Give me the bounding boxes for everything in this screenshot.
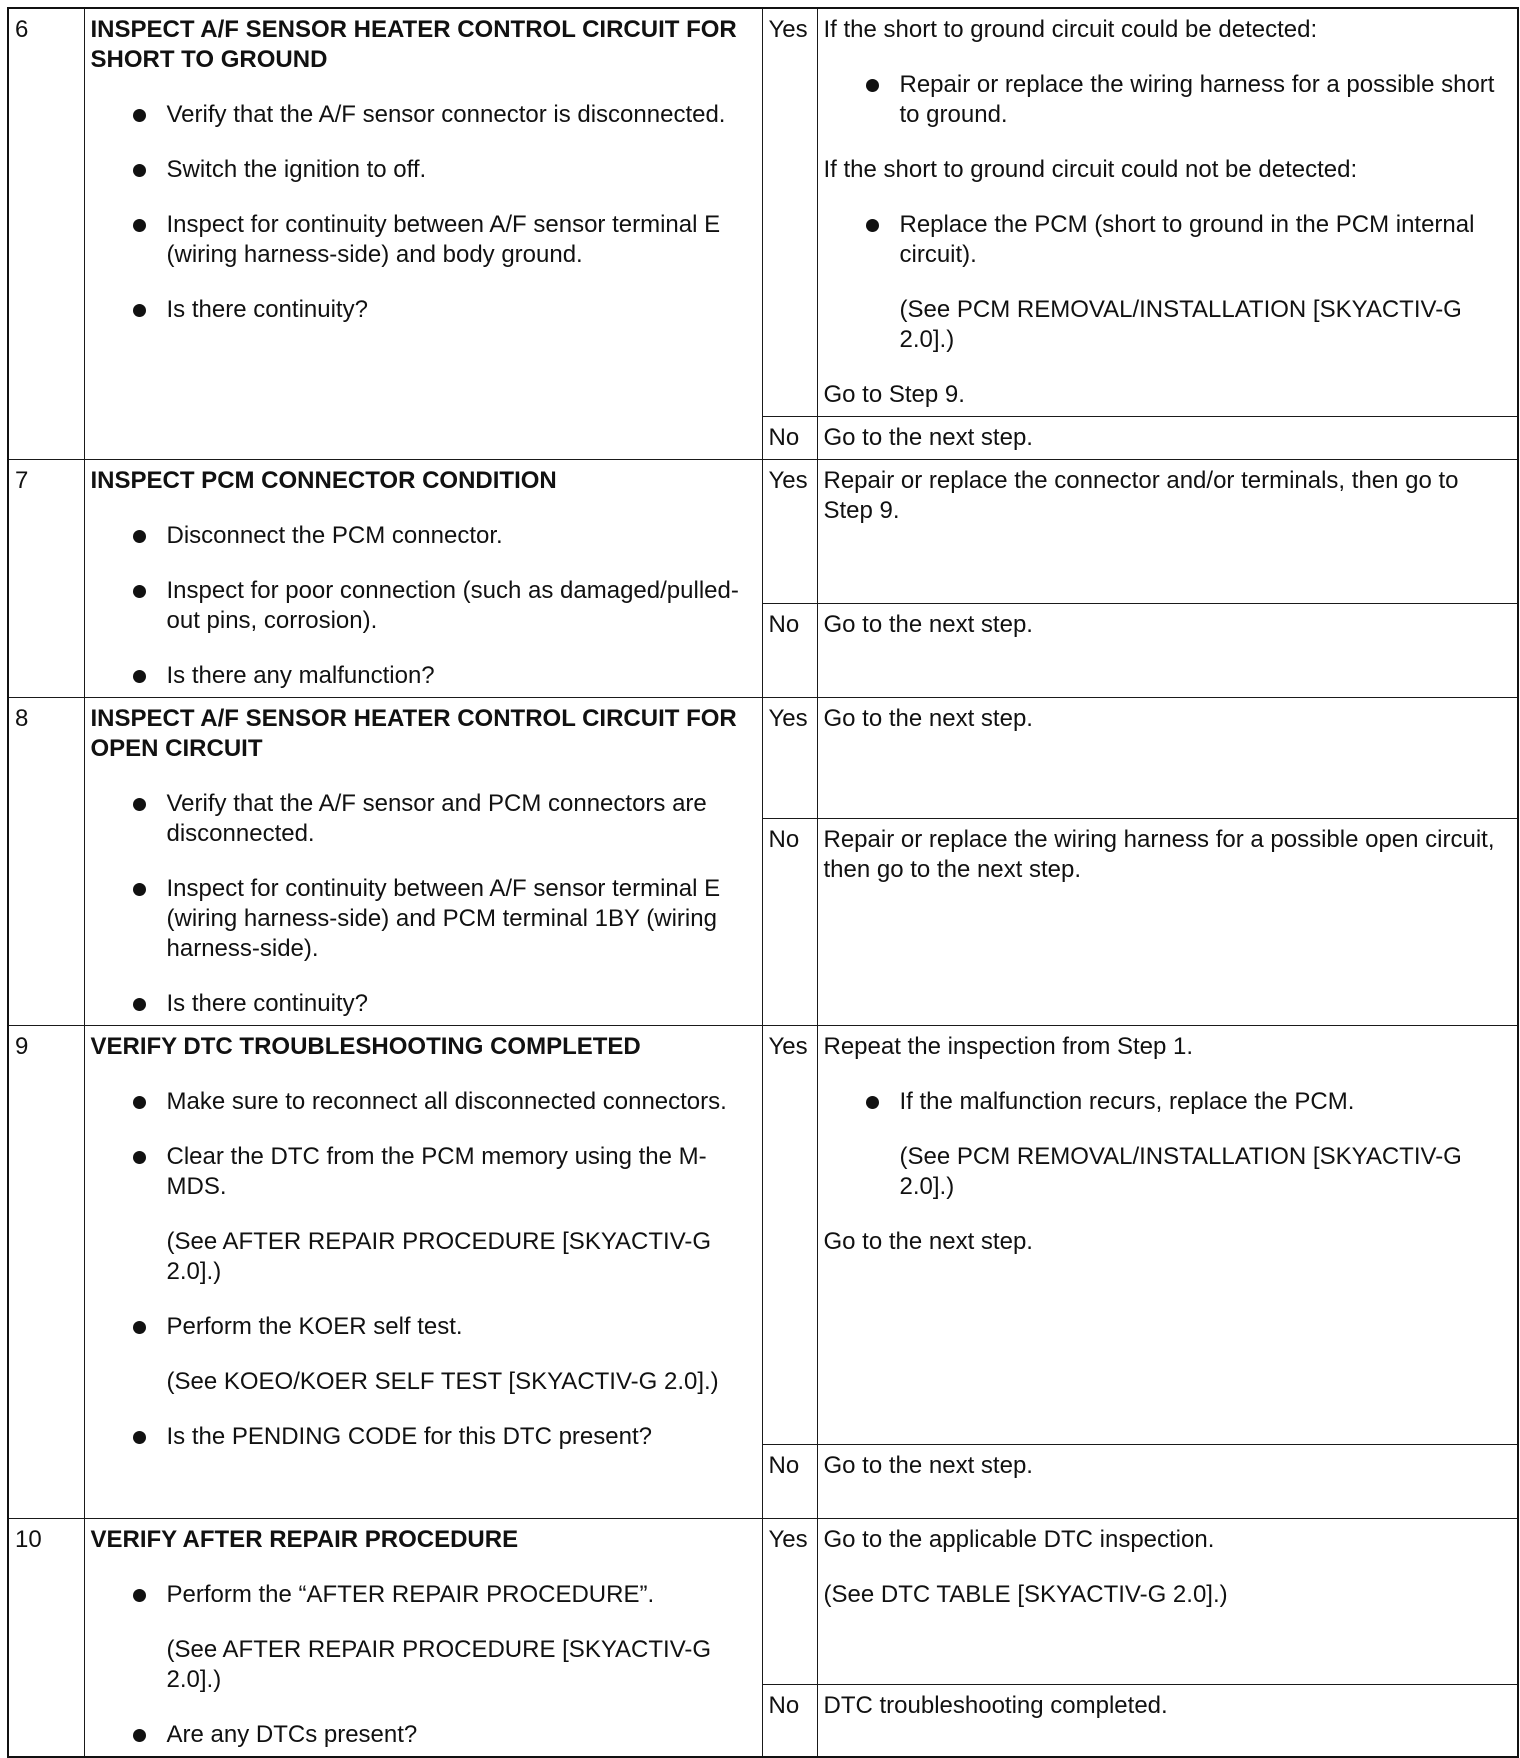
inspection-cell bbox=[84, 698, 762, 1026]
no-action-cell: Go to the next step. bbox=[817, 1445, 1518, 1519]
yes-action-cell bbox=[817, 1519, 1518, 1685]
inspection-bullet bbox=[91, 1580, 756, 1695]
yes-label: Yes bbox=[762, 698, 817, 819]
action-bullet: Repair or replace the wiring harness for a possible short to ground. bbox=[824, 70, 1512, 130]
inspection-bullet bbox=[91, 1312, 756, 1397]
step-title: INSPECT A/F SENSOR HEATER CONTROL CIRCUIT FOR SHORT TO GROUND bbox=[90, 16, 737, 73]
no-action-cell: Go to the next step. bbox=[817, 417, 1518, 460]
inspection-bullet: Disconnect the PCM connector. bbox=[91, 521, 756, 551]
inspection-cell bbox=[84, 460, 762, 698]
reference-note: (See PCM REMOVAL/INSTALLATION [SKYACTIV-G 2.0].) bbox=[899, 296, 1462, 353]
inspection-cell bbox=[84, 1519, 762, 1758]
no-label: No bbox=[762, 603, 817, 697]
inspection-bullet: Inspect for continuity between A/F sensor terminal E (wiring harness-side) and PCM terminal 1BY (wiring harness-side). bbox=[91, 874, 756, 964]
reference-note: (See AFTER REPAIR PROCEDURE [SKYACTIV-G 2.0].) bbox=[166, 1228, 712, 1285]
action-bullet bbox=[824, 1087, 1512, 1202]
action-text: If the short to ground circuit could be detected: bbox=[823, 16, 1318, 43]
inspection-bullet: Verify that the A/F sensor connector is disconnected. bbox=[91, 100, 756, 130]
step-row-6-yes bbox=[8, 8, 1518, 417]
action-bullets bbox=[824, 210, 1512, 355]
step-row-7-yes bbox=[8, 460, 1518, 604]
action-bullet-text: Replace the PCM (short to ground in the PCM internal circuit). bbox=[899, 211, 1475, 268]
inspection-bullets bbox=[91, 100, 756, 325]
inspection-bullet: Is the PENDING CODE for this DTC present? bbox=[91, 1422, 756, 1452]
inspection-bullet: Switch the ignition to off. bbox=[91, 155, 756, 185]
troubleshooting-document bbox=[7, 7, 1517, 1758]
yes-action-cell: Go to the next step. bbox=[817, 698, 1518, 819]
reference-note: (See PCM REMOVAL/INSTALLATION [SKYACTIV-G 2.0].) bbox=[899, 1143, 1462, 1200]
step-row-10-yes bbox=[8, 1519, 1518, 1685]
inspection-bullet: Verify that the A/F sensor and PCM connectors are disconnected. bbox=[91, 789, 756, 849]
inspection-bullet: Make sure to reconnect all disconnected connectors. bbox=[91, 1087, 756, 1117]
reference-note: (See DTC TABLE [SKYACTIV-G 2.0].) bbox=[823, 1581, 1228, 1608]
step-number: 7 bbox=[8, 460, 84, 698]
inspection-bullet: Are any DTCs present? bbox=[91, 1720, 756, 1750]
no-label: No bbox=[762, 819, 817, 1026]
inspection-bullets bbox=[91, 1087, 756, 1452]
troubleshooting-table bbox=[7, 7, 1519, 1758]
action-text: Go to Step 9. bbox=[823, 381, 965, 408]
inspection-bullets bbox=[91, 521, 756, 691]
action-bullet-text: If the malfunction recurs, replace the PCM. bbox=[899, 1088, 1355, 1115]
step-number: 9 bbox=[8, 1026, 84, 1519]
step-number: 10 bbox=[8, 1519, 84, 1758]
step-title: INSPECT A/F SENSOR HEATER CONTROL CIRCUIT FOR OPEN CIRCUIT bbox=[90, 705, 737, 762]
action-text: If the short to ground circuit could not be detected: bbox=[823, 156, 1358, 183]
inspection-bullet: Inspect for poor connection (such as damaged/pulled-out pins, corrosion). bbox=[91, 576, 756, 636]
step-title: INSPECT PCM CONNECTOR CONDITION bbox=[90, 467, 557, 494]
action-bullets bbox=[824, 1087, 1512, 1202]
step-number: 6 bbox=[8, 8, 84, 460]
no-action-cell: Go to the next step. bbox=[817, 603, 1518, 697]
reference-note: (See AFTER REPAIR PROCEDURE [SKYACTIV-G 2.0].) bbox=[166, 1636, 712, 1693]
inspection-bullet bbox=[91, 1142, 756, 1287]
no-action-cell: DTC troubleshooting completed. bbox=[817, 1685, 1518, 1757]
yes-action-cell bbox=[817, 1026, 1518, 1445]
no-label: No bbox=[762, 1685, 817, 1757]
no-label: No bbox=[762, 1445, 817, 1519]
reference-note: (See KOEO/KOER SELF TEST [SKYACTIV-G 2.0].) bbox=[166, 1368, 719, 1395]
inspection-bullet: Inspect for continuity between A/F sensor terminal E (wiring harness-side) and body ground. bbox=[91, 210, 756, 270]
action-text: Go to the next step. bbox=[823, 1228, 1033, 1255]
inspection-bullet: Is there continuity? bbox=[91, 295, 756, 325]
inspection-bullets bbox=[91, 1580, 756, 1750]
step-row-8-yes bbox=[8, 698, 1518, 819]
inspection-cell bbox=[84, 1026, 762, 1519]
inspection-cell bbox=[84, 8, 762, 460]
action-bullet bbox=[824, 210, 1512, 355]
step-number: 8 bbox=[8, 698, 84, 1026]
no-label: No bbox=[762, 417, 817, 460]
action-text: Repeat the inspection from Step 1. bbox=[823, 1033, 1194, 1060]
step-title: VERIFY DTC TROUBLESHOOTING COMPLETED bbox=[90, 1033, 641, 1060]
yes-label: Yes bbox=[762, 1026, 817, 1445]
yes-action-cell: Repair or replace the connector and/or terminals, then go to Step 9. bbox=[817, 460, 1518, 604]
yes-label: Yes bbox=[762, 8, 817, 417]
step-title: VERIFY AFTER REPAIR PROCEDURE bbox=[90, 1526, 519, 1553]
yes-label: Yes bbox=[762, 1519, 817, 1685]
step-row-9-yes bbox=[8, 1026, 1518, 1445]
inspection-bullet-text: Clear the DTC from the PCM memory using the M-MDS. bbox=[166, 1143, 707, 1200]
inspection-bullets bbox=[91, 789, 756, 1019]
action-text: Go to the applicable DTC inspection. bbox=[823, 1526, 1215, 1553]
yes-action-cell bbox=[817, 8, 1518, 417]
inspection-bullet: Is there continuity? bbox=[91, 989, 756, 1019]
inspection-bullet: Is there any malfunction? bbox=[91, 661, 756, 691]
no-action-cell: Repair or replace the wiring harness for a possible open circuit, then go to the next step. bbox=[817, 819, 1518, 1026]
action-bullets bbox=[824, 70, 1512, 130]
yes-label: Yes bbox=[762, 460, 817, 604]
inspection-bullet-text: Perform the “AFTER REPAIR PROCEDURE”. bbox=[166, 1581, 655, 1608]
inspection-bullet-text: Perform the KOER self test. bbox=[166, 1313, 463, 1340]
